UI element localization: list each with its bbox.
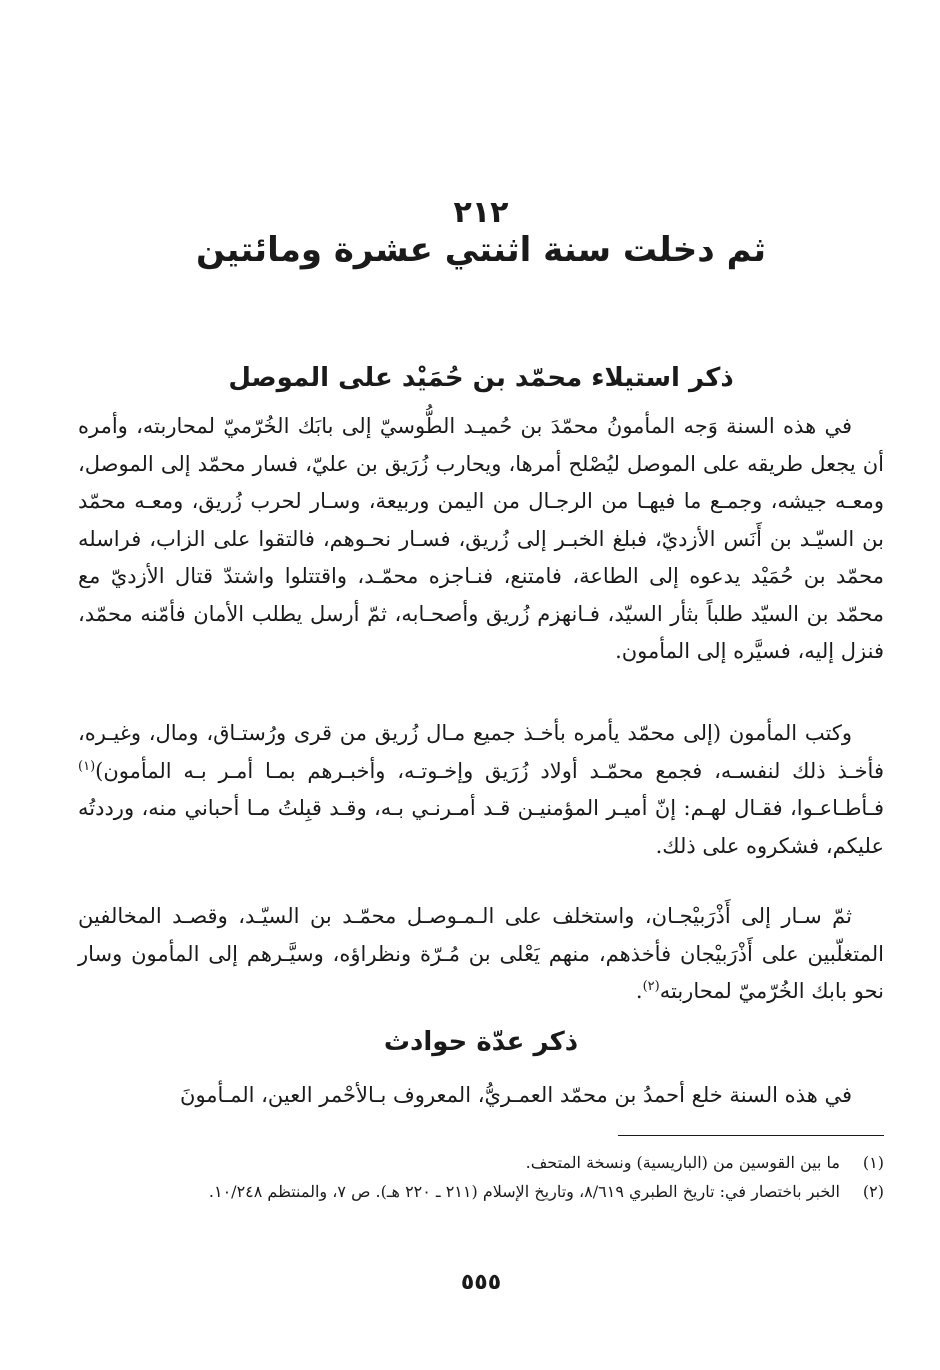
paragraph-events <box>78 1077 884 1115</box>
paragraph-text: . <box>635 979 643 1003</box>
footnote-ref-1[interactable]: (١) <box>78 758 96 774</box>
paragraph-azerbaijan <box>78 898 884 1011</box>
section-heading-events: ذكر عدّة حوادث <box>383 1027 579 1057</box>
paragraph-mosul-campaign <box>78 408 884 671</box>
footnote-2 <box>78 1177 884 1206</box>
paragraph-text: في هذه السنة خلع أحمدُ بن محمّد العمـريُّ، المعروف بـالأحْمر العين، المـأمونَ <box>180 1083 852 1107</box>
paragraph-text: في هذه السنة وَجه المأمونُ محمّدَ بن حُميـد الطُّوسيّ إلى بابَك الخُرّميّ لمحاربته، وأمره أن يجعل طريقه على الموصل ليُصْلح أمرها، ويحارب زُرَيق بن عليّ، فسار محمّد إلى الموصل، ومعـه جيشه، وجمـع ما فيهـا من الرجـال من اليمن وربيعة، وسـار لحرب زُريق، ومعـه محمّد بن السيّـد بن أَنَس الأزديّ، فبلغ الخبـر إلى زُريق، فسـار نحـوهم، فالتقوا على الزاب، فراسله محمّد بن حُمَيْد يدعوه إلى الطاعة، فامتنع، فنـاجزه محمّـد، واقتتلوا واشتدّ قتال الأزديّ مع محمّد بن السيّد طلباً بثأر السيّد، فـانهزم زُريق وأصحـابه، ثمّ أرسل يطلب الأمان فأمّنه محمّد، فنزل إليه، فسيَّره إلى المأمون. <box>78 414 884 663</box>
footnote-text: ما بين القوسين من (الباريسية) ونسخة المتحف. <box>525 1153 840 1172</box>
page-number: ٥٥٥ <box>460 1270 502 1295</box>
footnote-divider <box>618 1135 884 1136</box>
footnote-ref-2[interactable]: (٢) <box>642 979 660 994</box>
paragraph-text: وكتب المأمون (إلى محمّد يأمره بأخـذ جميع مـال زُريق من قرى ورُستـاق، ومال، وغيـره، فأخـذ ذلك لنفسـه، فجمع محمّـد أولاد زُرَيق وإخـوتـه، وأخبـرهم بمـا أمـر بـه المأمون) <box>78 721 884 783</box>
paragraph-zurayq-property <box>78 715 884 865</box>
footnote-1 <box>78 1148 884 1177</box>
section-heading-mosul: ذكر استيلاء محمّد بن حُمَيْد على الموصل <box>228 363 734 393</box>
footnote-number: (١) <box>862 1153 884 1172</box>
paragraph-text: فـأطـاعـوا، فقـال لهـم: إنّ أميـر المؤمنيـن قـد أمـرنـي بـه، وقـد قبِلتُ مـا أحباني منه، ورددتُه عليكم، فشكروه على ذلك. <box>78 796 884 858</box>
year-number: ٢١٢ <box>453 195 509 230</box>
paragraph-text: ثمّ سـار إلى أَذْرَبيْجـان، واستخلف على الـمـوصـل محمّـد بن السيّـد، وقصـد المخالفين المتغلّبين على أَذْرَبيْجان فأخذهم، منهم يَعْلى بن مُـرّة ونظراؤه، وسيَّـرهم إلى المأمون وسار نحو بابك الخُرّميّ لمحاربته <box>78 904 884 1003</box>
year-title: ثم دخلت سنة اثنتي عشرة ومائتين <box>195 230 767 270</box>
footnotes <box>78 1148 884 1206</box>
footnote-text: الخبر باختصار في: تاريخ الطبري ٨/٦١٩، وتاريخ الإسلام (٢١١ ـ ٢٢٠ هـ). ص ٧، والمنتظم ١٠/٢٤٨. <box>208 1182 840 1201</box>
book-page <box>78 0 884 1370</box>
footnote-number: (٢) <box>862 1182 884 1201</box>
